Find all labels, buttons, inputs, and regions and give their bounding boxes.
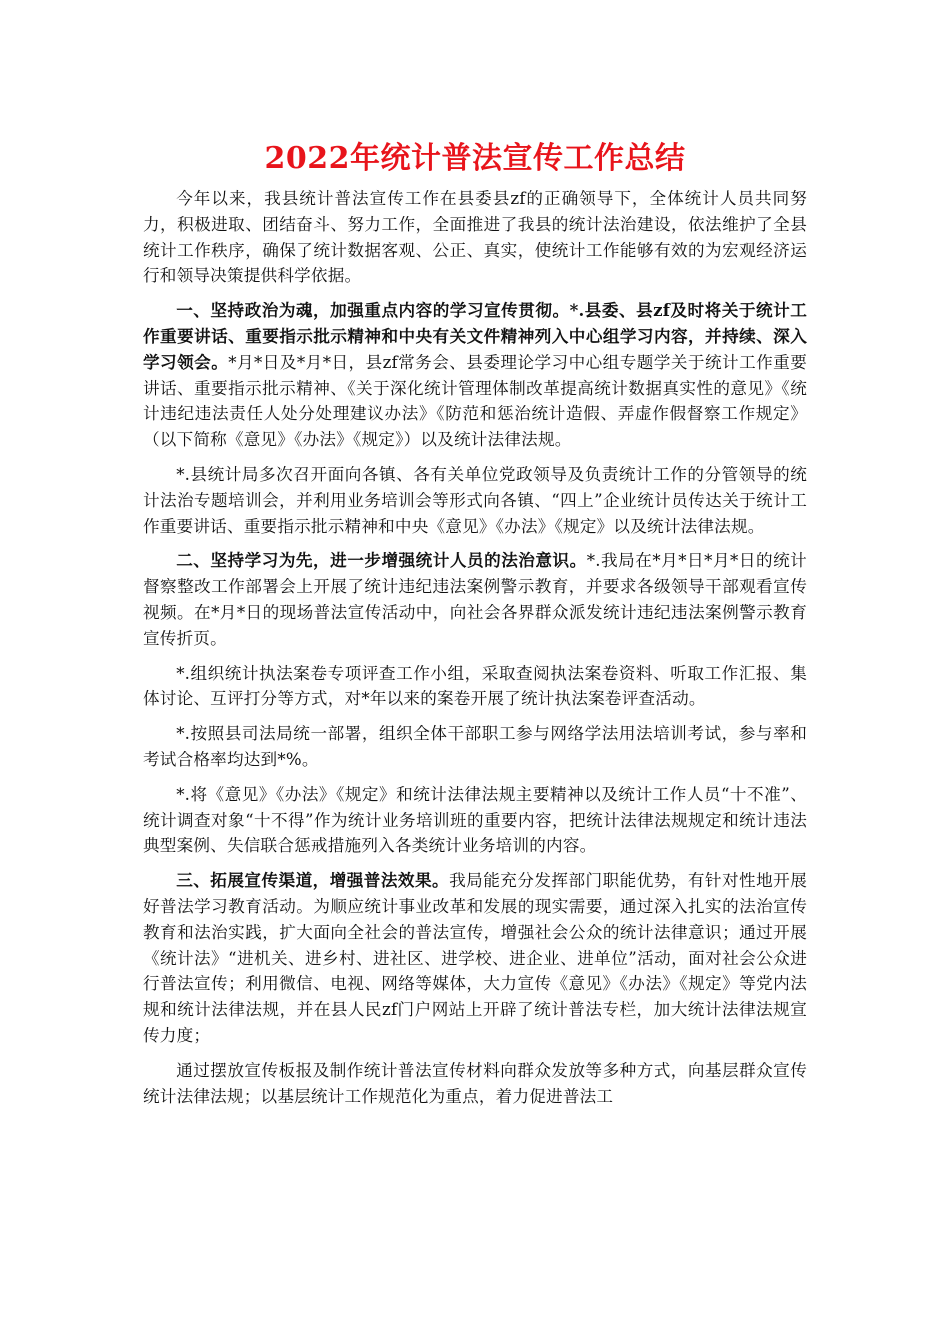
paragraph-section-two-item bbox=[143, 782, 807, 859]
paragraph-section-two-item bbox=[143, 721, 807, 773]
section-heading: 一、坚持政治为魂，加强重点内容的学习宣传贯彻。*.县委、县zf及时将关于统计工作重要讲话、重要指示批示精神和中央有关文件精神列入中心组学习内容，并持续、深入学习领会。 bbox=[143, 300, 807, 372]
paragraph-text: 今年以来，我县统计普法宣传工作在县委县zf的正确领导下，全体统计人员共同努力，积极进取、团结奋斗、努力工作，全面推进了我县的统计法治建设，依法维护了全县统计工作秩序，确保了统计数据客观、公正、真实，使统计工作能够有效的为宏观经济运行和领导决策提供科学依据。 bbox=[143, 189, 807, 286]
paragraph-text: *.组织统计执法案卷专项评查工作小组，采取查阅执法案卷资料、听取工作汇报、集体讨论、互评打分等方式，对*年以来的案卷开展了统计执法案卷评查活动。 bbox=[143, 663, 807, 709]
paragraph-section-three bbox=[143, 868, 807, 1049]
paragraph-text: 通过摆放宣传板报及制作统计普法宣传材料向群众发放等多种方式，向基层群众宣传统计法律法规；以基层统计工作规范化为重点，着力促进普法工 bbox=[143, 1060, 807, 1106]
paragraph-section-two-item bbox=[143, 661, 807, 713]
document-title: 2022年统计普法宣传工作总结 bbox=[264, 141, 686, 176]
section-heading: 二、坚持学习为先，进一步增强统计人员的法治意识。 bbox=[176, 550, 587, 571]
paragraph-text: *.将《意见》《办法》《规定》和统计法律法规主要精神以及统计工作人员“十不准”、统计调查对象“十不得”作为统计业务培训班的重要内容，把统计法律法规规定和统计违法典型案例、失信联合惩戒措施列入各类统计业务培训的内容。 bbox=[143, 784, 807, 856]
paragraph-text: *.我局在*月*日*月*日的统计督察整改工作部署会上开展了统计违纪违法案例警示教育，并要求各级领导干部观看宣传视频。在*月*日的现场普法宣传活动中，向社会各界群众派发统计违纪违法案例警示教育宣传折页。 bbox=[143, 551, 807, 648]
paragraph-text: 我局能充分发挥部门职能优势，有针对性地开展好普法学习教育活动。为顺应统计事业改革和发展的现实需要，通过深入扎实的法治宣传教育和法治实践，扩大面向全社会的普法宣传，增强社会公众的统计法律意识；通过开展《统计法》“进机关、进乡村、进社区、进学校、进企业、进单位”活动，面对社会公众进行普法宣传；利用微信、电视、网络等媒体，大力宣传《意见》《办法》《规定》等党内法规和统计法律法规，并在县人民zf门户网站上开辟了统计普法专栏，加大统计法律法规宣传力度； bbox=[143, 871, 808, 1045]
paragraph-section-two bbox=[143, 548, 807, 651]
paragraph-text: *月*日及*月*日，县zf常务会、县委理论学习中心组专题学关于统计工作重要讲话、重要指示批示精神、《关于深化统计管理体制改革提高统计数据真实性的意见》《统计违纪违法责任人处分处理建议办法》《防范和惩治统计造假、弄虚作假督察工作规定》（以下简称《意见》《办法》《规定》）以及统计法律法规。 bbox=[143, 352, 807, 450]
document-page bbox=[143, 138, 807, 1118]
paragraph-section-one bbox=[143, 298, 807, 453]
paragraph-section-one-item bbox=[143, 462, 807, 539]
section-heading: 三、拓展宣传渠道，增强普法效果。 bbox=[176, 870, 450, 891]
paragraph-text: *.县统计局多次召开面向各镇、各有关单位党政领导及负责统计工作的分管领导的统计法治专题培训会，并利用业务培训会等形式向各镇、“四上”企业统计员传达关于统计工作重要讲话、重要指示批示精神和中央《意见》《办法》《规定》以及统计法律法规。 bbox=[143, 464, 807, 536]
paragraph-section-three-item bbox=[143, 1058, 807, 1110]
paragraph-text: *.按照县司法局统一部署，组织全体干部职工参与网络学法用法培训考试，参与率和考试合格率均达到*%。 bbox=[143, 724, 807, 769]
paragraph-intro bbox=[143, 186, 807, 289]
